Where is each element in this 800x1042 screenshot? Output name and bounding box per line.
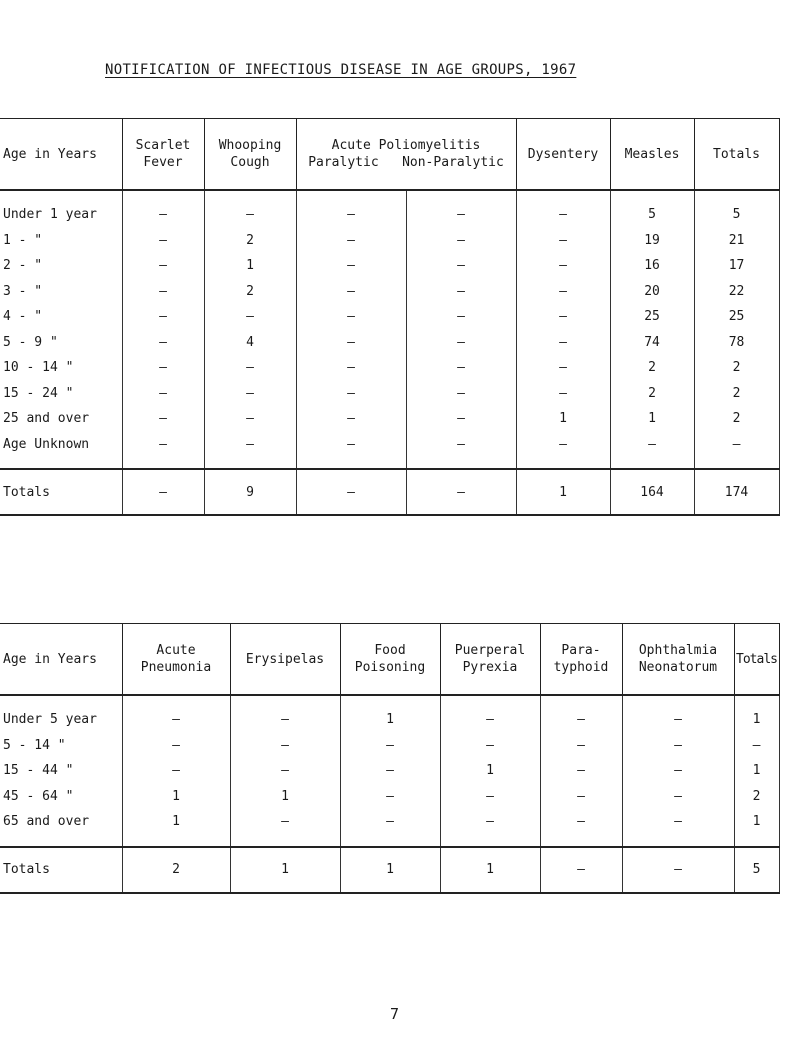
cell-measles: 2: [610, 381, 694, 407]
cell-whooping: 4: [204, 330, 296, 356]
cell-measles: 5: [610, 202, 694, 228]
row-label: 5 - 9 ": [0, 330, 122, 356]
header-food-poisoning: Food Poisoning: [340, 624, 440, 696]
cell-erysipelas: –: [230, 733, 340, 759]
cell-scarlet: –: [122, 432, 204, 458]
cell-whooping: –: [204, 406, 296, 432]
cell-food: –: [340, 784, 440, 810]
header-non-paralytic: Non-Paralytic: [402, 155, 504, 170]
cell-puerperal: –: [440, 707, 540, 733]
cell-nonparalytic: –: [406, 381, 516, 407]
cell-paralytic: –: [296, 202, 406, 228]
row-label: 5 - 14 ": [0, 733, 122, 759]
table-row: [0, 758, 779, 784]
table-row: [0, 707, 779, 733]
cell-dysentery: –: [516, 355, 610, 381]
cell-nonparalytic: –: [406, 228, 516, 254]
cell-puerperal: 1: [440, 758, 540, 784]
cell-measles: 25: [610, 304, 694, 330]
table-row: [0, 432, 779, 458]
cell-totals: 78: [694, 330, 779, 356]
row-label: 3 - ": [0, 279, 122, 305]
cell-paralytic: –: [296, 406, 406, 432]
header-scarlet-fever: Scarlet Fever: [122, 119, 204, 191]
cell-measles: 16: [610, 253, 694, 279]
cell-dysentery: –: [516, 253, 610, 279]
cell-dysentery: –: [516, 202, 610, 228]
table-row: [0, 253, 779, 279]
cell-dysentery: –: [516, 279, 610, 305]
cell-totals: –: [734, 733, 779, 759]
cell-pneumonia: 1: [122, 784, 230, 810]
cell-totals: 21: [694, 228, 779, 254]
cell-paratyphoid: –: [540, 784, 622, 810]
cell-nonparalytic: –: [406, 304, 516, 330]
cell-whooping: –: [204, 432, 296, 458]
cell-scarlet: –: [122, 279, 204, 305]
cell-totals: –: [694, 432, 779, 458]
cell-whooping: –: [204, 304, 296, 330]
cell-measles: 2: [610, 355, 694, 381]
cell-measles: 1: [610, 406, 694, 432]
cell-dysentery: –: [516, 228, 610, 254]
cell-nonparalytic: –: [406, 432, 516, 458]
cell-ophthalmia: –: [622, 733, 734, 759]
cell-scarlet: –: [122, 381, 204, 407]
cell-food: –: [340, 733, 440, 759]
header-paratyphoid: Para- typhoid: [540, 624, 622, 696]
table-row: [0, 784, 779, 810]
cell-paralytic: –: [296, 253, 406, 279]
row-label: 25 and over: [0, 406, 122, 432]
cell-scarlet: –: [122, 355, 204, 381]
cell-scarlet: –: [122, 228, 204, 254]
infectious-disease-table: [0, 118, 780, 516]
header-acute-pneumonia: Acute Pneumonia: [122, 624, 230, 696]
row-label: 65 and over: [0, 809, 122, 835]
row-label: 1 - ": [0, 228, 122, 254]
cell-paralytic: –: [296, 381, 406, 407]
cell-dysentery: –: [516, 381, 610, 407]
cell-ophthalmia: –: [622, 707, 734, 733]
cell-ophthalmia: –: [622, 758, 734, 784]
table-row: [0, 304, 779, 330]
cell-measles: 19: [610, 228, 694, 254]
cell-measles: –: [610, 432, 694, 458]
cell-dysentery: –: [516, 304, 610, 330]
cell-paralytic: –: [296, 355, 406, 381]
cell-nonparalytic: –: [406, 279, 516, 305]
totals-row: Totals – 9 – – 1 164 174: [0, 469, 779, 515]
cell-scarlet: –: [122, 253, 204, 279]
row-label: Age Unknown: [0, 432, 122, 458]
cell-totals: 2: [694, 381, 779, 407]
header-totals: Totals: [694, 119, 779, 191]
cell-scarlet: –: [122, 330, 204, 356]
cell-erysipelas: –: [230, 707, 340, 733]
header-acute-poliomyelitis: Acute Poliomyelitis Paralytic Non-Paralytic: [296, 119, 516, 191]
row-label: Under 1 year: [0, 202, 122, 228]
header-measles: Measles: [610, 119, 694, 191]
table-row: [0, 228, 779, 254]
totals-row: Totals 2 1 1 1 – – 5: [0, 847, 779, 893]
cell-puerperal: –: [440, 784, 540, 810]
cell-erysipelas: –: [230, 758, 340, 784]
row-label: 15 - 44 ": [0, 758, 122, 784]
header-totals: Totals: [734, 624, 779, 696]
table-row: [0, 406, 779, 432]
table-row: [0, 330, 779, 356]
cell-totals: 1: [734, 707, 779, 733]
cell-food: –: [340, 758, 440, 784]
cell-dysentery: –: [516, 432, 610, 458]
cell-puerperal: –: [440, 733, 540, 759]
cell-paralytic: –: [296, 279, 406, 305]
cell-paralytic: –: [296, 330, 406, 356]
row-label: Under 5 year: [0, 707, 122, 733]
row-label: 10 - 14 ": [0, 355, 122, 381]
header-ophthalmia-neonatorum: Ophthalmia Neonatorum: [622, 624, 734, 696]
cell-measles: 74: [610, 330, 694, 356]
cell-erysipelas: 1: [230, 784, 340, 810]
cell-nonparalytic: –: [406, 406, 516, 432]
table-row: [0, 355, 779, 381]
row-label: 15 - 24 ": [0, 381, 122, 407]
row-label: 4 - ": [0, 304, 122, 330]
cell-paralytic: –: [296, 228, 406, 254]
header-puerperal-pyrexia: Puerperal Pyrexia: [440, 624, 540, 696]
row-label: 2 - ": [0, 253, 122, 279]
cell-nonparalytic: –: [406, 355, 516, 381]
cell-nonparalytic: –: [406, 253, 516, 279]
cell-whooping: –: [204, 355, 296, 381]
page-title: NOTIFICATION OF INFECTIOUS DISEASE IN AGE GROUPS, 1967: [105, 62, 577, 78]
cell-paratyphoid: –: [540, 707, 622, 733]
header-dysentery: Dysentery: [516, 119, 610, 191]
cell-erysipelas: –: [230, 809, 340, 835]
header-whooping-cough: Whooping Cough: [204, 119, 296, 191]
cell-paratyphoid: –: [540, 758, 622, 784]
cell-scarlet: –: [122, 304, 204, 330]
header-age: Age in Years: [0, 624, 122, 696]
cell-food: 1: [340, 707, 440, 733]
cell-whooping: –: [204, 381, 296, 407]
cell-paralytic: –: [296, 432, 406, 458]
cell-totals: 2: [694, 406, 779, 432]
cell-dysentery: –: [516, 330, 610, 356]
other-diseases-table: [0, 623, 780, 894]
cell-whooping: 1: [204, 253, 296, 279]
cell-totals: 17: [694, 253, 779, 279]
cell-totals: 1: [734, 758, 779, 784]
cell-scarlet: –: [122, 406, 204, 432]
cell-paratyphoid: –: [540, 809, 622, 835]
cell-whooping: 2: [204, 228, 296, 254]
cell-totals: 22: [694, 279, 779, 305]
cell-pneumonia: –: [122, 758, 230, 784]
cell-totals: 1: [734, 809, 779, 835]
header-age: Age in Years: [0, 119, 122, 191]
cell-food: –: [340, 809, 440, 835]
cell-paralytic: –: [296, 304, 406, 330]
header-erysipelas: Erysipelas: [230, 624, 340, 696]
header-paralytic: Paralytic: [308, 155, 379, 170]
cell-pneumonia: –: [122, 733, 230, 759]
cell-dysentery: 1: [516, 406, 610, 432]
table-row: [0, 381, 779, 407]
cell-pneumonia: –: [122, 707, 230, 733]
cell-puerperal: –: [440, 809, 540, 835]
table-header-row: [0, 624, 779, 696]
cell-ophthalmia: –: [622, 784, 734, 810]
cell-measles: 20: [610, 279, 694, 305]
cell-ophthalmia: –: [622, 809, 734, 835]
table-row: [0, 809, 779, 835]
table-row: [0, 733, 779, 759]
cell-totals: 25: [694, 304, 779, 330]
cell-nonparalytic: –: [406, 202, 516, 228]
row-label: 45 - 64 ": [0, 784, 122, 810]
cell-scarlet: –: [122, 202, 204, 228]
cell-totals: 2: [734, 784, 779, 810]
table-row: [0, 202, 779, 228]
cell-nonparalytic: –: [406, 330, 516, 356]
cell-paratyphoid: –: [540, 733, 622, 759]
page-number: 7: [390, 1005, 400, 1023]
cell-totals: 2: [694, 355, 779, 381]
table-row: [0, 279, 779, 305]
cell-pneumonia: 1: [122, 809, 230, 835]
cell-totals: 5: [694, 202, 779, 228]
cell-whooping: 2: [204, 279, 296, 305]
table-header-row: [0, 119, 779, 191]
cell-whooping: –: [204, 202, 296, 228]
